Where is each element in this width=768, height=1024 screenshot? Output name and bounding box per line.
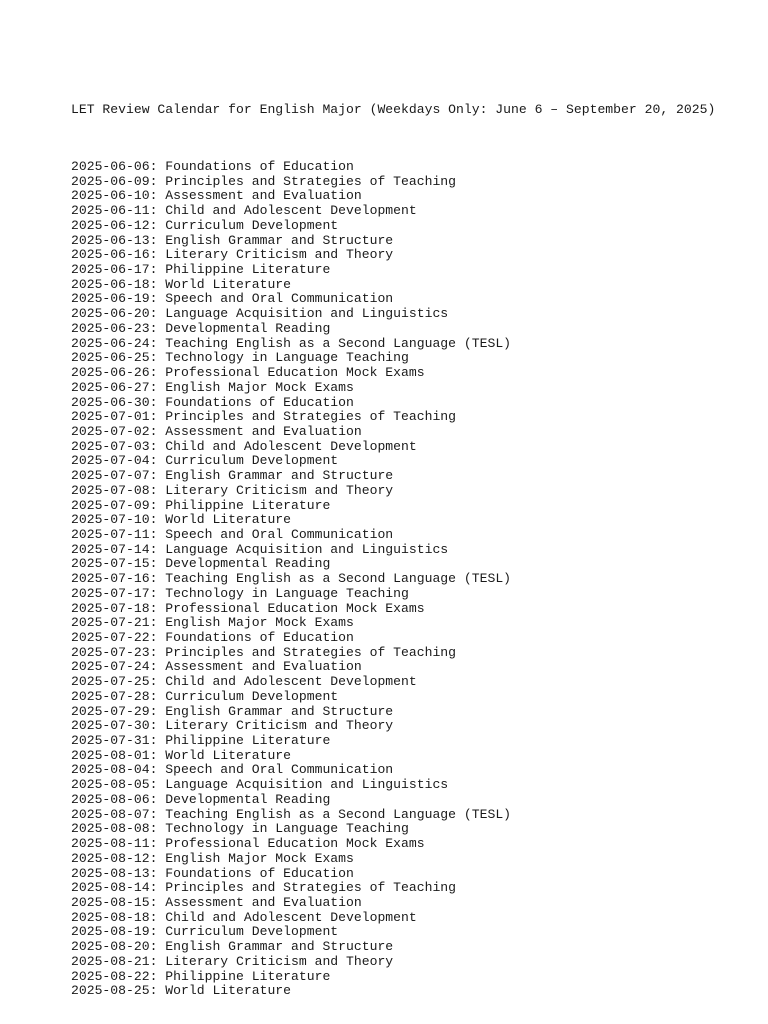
entry-separator: : [149,703,166,719]
entry-separator: : [149,335,166,351]
schedule-entry [71,219,761,234]
entry-date: 2025-06-24 [71,335,150,351]
schedule-entry [71,454,761,469]
entry-subject: English Grammar and Structure [165,703,394,719]
entry-date: 2025-06-10 [71,188,150,204]
entry-date: 2025-07-22 [71,630,150,645]
schedule-entry [71,940,761,955]
entry-subject: Philippine Literature [165,262,331,278]
schedule-entry [71,616,761,631]
entry-separator: : [149,718,166,734]
schedule-entry [71,837,761,852]
entry-separator: : [149,453,166,469]
schedule-entry [71,793,761,808]
schedule-entry [71,749,761,764]
entry-subject: Professional Education Mock Exams [165,600,425,616]
schedule-entry [71,852,761,867]
schedule-entry [71,867,761,882]
schedule-entry [71,763,761,778]
entry-date: 2025-08-01 [71,747,150,763]
entry-subject: Philippine Literature [165,497,331,513]
entry-date: 2025-06-19 [71,291,150,307]
entry-date: 2025-08-21 [71,953,150,969]
schedule-entry [71,881,761,896]
entry-date: 2025-07-09 [71,497,150,513]
entry-subject: Developmental Reading [165,320,331,336]
schedule-entry [71,528,761,543]
schedule-entry [71,425,761,440]
entry-subject: Language Acquisition and Linguistics [165,777,449,793]
entry-date: 2025-07-31 [71,733,150,749]
entry-separator: : [149,541,166,557]
entry-date: 2025-06-27 [71,379,150,395]
entry-subject: Child and Adolescent Development [165,674,417,690]
entry-separator: : [149,600,166,616]
entry-separator: : [149,644,166,660]
entry-date: 2025-08-12 [71,850,150,866]
entry-date: 2025-07-23 [71,644,150,660]
entry-separator: : [149,423,166,439]
entry-separator: : [149,394,166,410]
schedule-list [71,160,761,999]
schedule-entry [71,263,761,278]
entry-date: 2025-07-03 [71,438,150,454]
entry-date: 2025-07-10 [71,512,150,528]
entry-subject: Professional Education Mock Exams [165,365,425,381]
schedule-entry [71,248,761,263]
entry-separator: : [149,320,166,336]
entry-separator: : [149,880,166,896]
entry-date: 2025-06-16 [71,247,150,263]
entry-subject: Teaching English as a Second Language (TESL) [165,335,512,351]
entry-subject: World Literature [165,276,292,292]
entry-separator: : [149,836,166,852]
schedule-entry [71,602,761,617]
entry-separator: : [149,497,166,513]
entry-date: 2025-08-13 [71,865,150,881]
entry-subject: Technology in Language Teaching [165,350,409,366]
entry-separator: : [149,821,166,837]
entry-subject: Literary Criticism and Theory [165,482,394,498]
schedule-entry [71,234,761,249]
entry-separator: : [149,247,166,263]
entry-date: 2025-08-08 [71,821,150,837]
entry-subject: English Major Mock Exams [165,850,354,866]
entry-date: 2025-06-25 [71,350,150,366]
entry-date: 2025-07-15 [71,556,150,572]
schedule-entry [71,322,761,337]
entry-date: 2025-08-19 [71,924,150,940]
entry-date: 2025-06-12 [71,217,150,233]
entry-date: 2025-06-18 [71,276,150,292]
schedule-entry [71,381,761,396]
schedule-entry [71,410,761,425]
schedule-entry [71,396,761,411]
schedule-entry [71,189,761,204]
entry-date: 2025-06-23 [71,320,150,336]
schedule-entry [71,513,761,528]
entry-subject: World Literature [165,512,292,528]
entry-subject: Foundations of Education [165,865,354,881]
entry-subject: Child and Adolescent Development [165,203,417,219]
schedule-entry [71,499,761,514]
entry-separator: : [149,556,166,572]
entry-date: 2025-07-25 [71,674,150,690]
entry-date: 2025-07-02 [71,423,150,439]
entry-subject: Developmental Reading [165,791,331,807]
entry-subject: World Literature [165,747,292,763]
entry-date: 2025-06-26 [71,365,150,381]
entry-date: 2025-06-20 [71,306,150,322]
entry-date: 2025-08-06 [71,791,150,807]
entry-separator: : [149,526,166,542]
entry-separator: : [149,777,166,793]
schedule-entry [71,984,761,999]
entry-date: 2025-08-05 [71,777,150,793]
entry-date: 2025-08-20 [71,939,150,955]
schedule-entry [71,204,761,219]
entry-separator: : [149,232,166,248]
entry-date: 2025-07-28 [71,688,150,704]
entry-subject: Foundations of Education [165,630,354,645]
schedule-entry [71,440,761,455]
entry-date: 2025-06-17 [71,262,150,278]
entry-separator: : [149,203,166,219]
schedule-entry [71,705,761,720]
entry-separator: : [149,159,166,174]
schedule-entry [71,822,761,837]
entry-separator: : [149,659,166,675]
entry-date: 2025-08-22 [71,968,150,984]
schedule-entry [71,955,761,970]
entry-subject: English Grammar and Structure [165,468,394,484]
entry-subject: Assessment and Evaluation [165,188,362,204]
entry-separator: : [149,512,166,528]
schedule-entry [71,587,761,602]
entry-date: 2025-08-14 [71,880,150,896]
entry-subject: Principles and Strategies of Teaching [165,173,457,189]
entry-separator: : [149,482,166,498]
entry-separator: : [149,850,166,866]
entry-separator: : [149,409,166,425]
schedule-entry [71,660,761,675]
entry-separator: : [149,747,166,763]
entry-subject: Child and Adolescent Development [165,909,417,925]
entry-subject: Curriculum Development [165,924,339,940]
schedule-entry [71,557,761,572]
schedule-entry [71,175,761,190]
entry-separator: : [149,615,166,631]
schedule-entry [71,808,761,823]
entry-separator: : [149,379,166,395]
schedule-entry [71,778,761,793]
schedule-entry [71,911,761,926]
schedule-entry [71,160,761,175]
schedule-entry [71,675,761,690]
entry-date: 2025-07-04 [71,453,150,469]
schedule-entry [71,469,761,484]
entry-subject: Assessment and Evaluation [165,423,362,439]
entry-date: 2025-07-01 [71,409,150,425]
entry-separator: : [149,438,166,454]
entry-date: 2025-07-14 [71,541,150,557]
entry-separator: : [149,909,166,925]
entry-separator: : [149,468,166,484]
entry-separator: : [149,762,166,778]
entry-separator: : [149,630,166,645]
schedule-entry [71,970,761,985]
entry-subject: Speech and Oral Communication [165,762,394,778]
entry-subject: Principles and Strategies of Teaching [165,409,457,425]
entry-separator: : [149,968,166,984]
entry-date: 2025-07-18 [71,600,150,616]
entry-subject: Technology in Language Teaching [165,585,409,601]
schedule-entry [71,690,761,705]
entry-subject: English Grammar and Structure [165,939,394,955]
entry-date: 2025-06-09 [71,173,150,189]
entry-separator: : [149,350,166,366]
entry-subject: Foundations of Education [165,394,354,410]
entry-subject: World Literature [165,983,292,999]
entry-subject: Developmental Reading [165,556,331,572]
entry-subject: Language Acquisition and Linguistics [165,306,449,322]
schedule-entry [71,366,761,381]
schedule-entry [71,925,761,940]
entry-date: 2025-07-30 [71,718,150,734]
entry-separator: : [149,894,166,910]
entry-subject: English Grammar and Structure [165,232,394,248]
entry-subject: Literary Criticism and Theory [165,718,394,734]
entry-subject: Philippine Literature [165,733,331,749]
entry-separator: : [149,791,166,807]
entry-separator: : [149,924,166,940]
entry-separator: : [149,585,166,601]
schedule-entry [71,351,761,366]
entry-date: 2025-07-08 [71,482,150,498]
entry-subject: Principles and Strategies of Teaching [165,880,457,896]
entry-date: 2025-07-07 [71,468,150,484]
entry-separator: : [149,688,166,704]
schedule-entry [71,543,761,558]
schedule-entry [71,631,761,646]
entry-separator: : [149,733,166,749]
entry-subject: English Major Mock Exams [165,379,354,395]
entry-date: 2025-08-07 [71,806,150,822]
entry-subject: Teaching English as a Second Language (TESL) [165,806,512,822]
entry-separator: : [149,291,166,307]
entry-subject: Philippine Literature [165,968,331,984]
entry-separator: : [149,953,166,969]
schedule-entry [71,307,761,322]
entry-date: 2025-08-11 [71,836,150,852]
entry-subject: Child and Adolescent Development [165,438,417,454]
entry-subject: Assessment and Evaluation [165,659,362,675]
entry-subject: Literary Criticism and Theory [165,247,394,263]
schedule-entry [71,337,761,352]
schedule-entry [71,572,761,587]
schedule-entry [71,646,761,661]
entry-date: 2025-07-24 [71,659,150,675]
schedule-entry [71,292,761,307]
calendar-document [71,72,761,1014]
schedule-entry [71,734,761,749]
entry-separator: : [149,306,166,322]
entry-separator: : [149,262,166,278]
schedule-entry [71,484,761,499]
entry-separator: : [149,674,166,690]
entry-separator: : [149,276,166,292]
entry-subject: Speech and Oral Communication [165,526,394,542]
entry-subject: Language Acquisition and Linguistics [165,541,449,557]
entry-subject: Teaching English as a Second Language (TESL) [165,571,512,587]
entry-date: 2025-08-04 [71,762,150,778]
entry-date: 2025-07-16 [71,571,150,587]
entry-subject: Foundations of Education [165,159,354,174]
schedule-entry [71,278,761,293]
entry-subject: Speech and Oral Communication [165,291,394,307]
entry-date: 2025-08-25 [71,983,150,999]
entry-date: 2025-06-13 [71,232,150,248]
entry-date: 2025-08-18 [71,909,150,925]
entry-separator: : [149,217,166,233]
entry-subject: Literary Criticism and Theory [165,953,394,969]
entry-date: 2025-08-15 [71,894,150,910]
entry-date: 2025-06-30 [71,394,150,410]
entry-subject: English Major Mock Exams [165,615,354,631]
schedule-entry [71,896,761,911]
entry-date: 2025-06-06 [71,159,150,174]
entry-separator: : [149,865,166,881]
entry-separator: : [149,939,166,955]
entry-separator: : [149,571,166,587]
entry-separator: : [149,983,166,999]
entry-separator: : [149,806,166,822]
entry-date: 2025-07-11 [71,526,150,542]
entry-separator: : [149,173,166,189]
entry-subject: Curriculum Development [165,688,339,704]
schedule-entry [71,719,761,734]
entry-separator: : [149,365,166,381]
entry-date: 2025-07-21 [71,615,150,631]
entry-date: 2025-07-29 [71,703,150,719]
entry-subject: Assessment and Evaluation [165,894,362,910]
entry-date: 2025-07-17 [71,585,150,601]
entry-subject: Technology in Language Teaching [165,821,409,837]
entry-separator: : [149,188,166,204]
entry-date: 2025-06-11 [71,203,150,219]
document-title: LET Review Calendar for English Major (Weekdays Only: June 6 – September 20, 2025) [71,102,716,117]
entry-subject: Curriculum Development [165,217,339,233]
entry-subject: Curriculum Development [165,453,339,469]
entry-subject: Principles and Strategies of Teaching [165,644,457,660]
entry-subject: Professional Education Mock Exams [165,836,425,852]
